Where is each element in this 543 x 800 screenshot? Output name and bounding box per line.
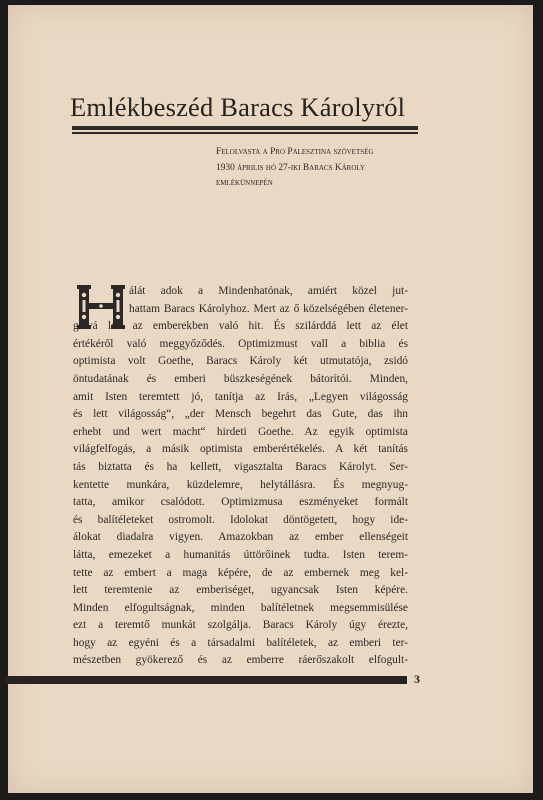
text-line: álát adok a Mindenhatónak, amiért közel jut- bbox=[129, 285, 408, 297]
subtitle-line: 1930 április hó 27-iki Baracs Károly bbox=[216, 162, 366, 173]
text-line: és balítéleteket ostromolt. Idolokat döntögetett, hogy ide- bbox=[73, 513, 408, 526]
text-line: hattam Baracs Károlyhoz. Mert az ő közelségében életener- bbox=[129, 302, 408, 315]
text-line: kentette munkára, küzdelemre, helytállásra. És megnyug- bbox=[73, 478, 408, 491]
page-number: 3 bbox=[414, 672, 420, 686]
text-line: lett teremtenie az emberiséget, ugyancsak Isten képére. bbox=[73, 584, 408, 597]
text-line: optimista volt Goethe, Baracs Károly két utmutatója, zsidó bbox=[73, 355, 408, 368]
text-line: világfelfogás, a másik optimista emberértékelés. A két tanítás bbox=[73, 443, 408, 456]
body-paragraph bbox=[73, 283, 408, 670]
text-line: és lett világosság“, „der Mensch begehrt das Gute, das ihn bbox=[73, 408, 408, 421]
text-line: álokat diadalra vigyen. Amazokban az ember ellenségeit bbox=[73, 531, 408, 544]
text-line: tette az embert a maga képére, de az embernek meg kel- bbox=[73, 566, 408, 579]
text-line: tatta, amikor csalódott. Optimizmusa eszményeket formált bbox=[73, 496, 408, 509]
title-rule-thin bbox=[72, 132, 418, 134]
text-line: öntudatának és emberi büszkeségének bátorítói. Minden, bbox=[73, 372, 408, 385]
text-line: látta, emezeket a humanitás úttörőinek tudta. Isten terem- bbox=[73, 548, 408, 561]
text-line: Minden elfogultságnak, minden balítéletnek megsemmisülése bbox=[73, 601, 408, 614]
subtitle bbox=[216, 145, 426, 192]
subtitle-line: Felolvasta a Pro Palesztina szövetség bbox=[216, 147, 374, 157]
footer-rule bbox=[5, 676, 407, 684]
page-title: Emlékbeszéd Baracs Károlyról bbox=[70, 92, 406, 122]
text-line: ezt a teremtő munkát szolgálja. Baracs Károly úgy érezte, bbox=[73, 619, 408, 632]
text-line: hogy az egyéni és a társadalmi balítéletek, az emberi ter- bbox=[73, 636, 408, 649]
text-line: giává lett az emberekben való hit. És szilárddá lett az élet bbox=[73, 320, 408, 333]
text-line: amit Isten teremtett jó, tanítja az Irás, „Legyen világosság bbox=[73, 390, 408, 403]
text-line: erhebt und wert macht“ hirdeti Goethe. Az egyik optimista bbox=[73, 425, 408, 438]
text-line: tás biztatta és ha kellett, vigasztalta Baracs Károlyt. Ser- bbox=[73, 460, 408, 473]
text-line: mészetben gyökerező és az emberre ráerőszakolt elfogult- bbox=[73, 654, 408, 667]
text-line: értékéről való meggyőződés. Optimizmust vall a biblia és bbox=[73, 337, 408, 350]
subtitle-line: emlékünnepén bbox=[216, 178, 273, 188]
title-rule-thick bbox=[72, 126, 418, 130]
